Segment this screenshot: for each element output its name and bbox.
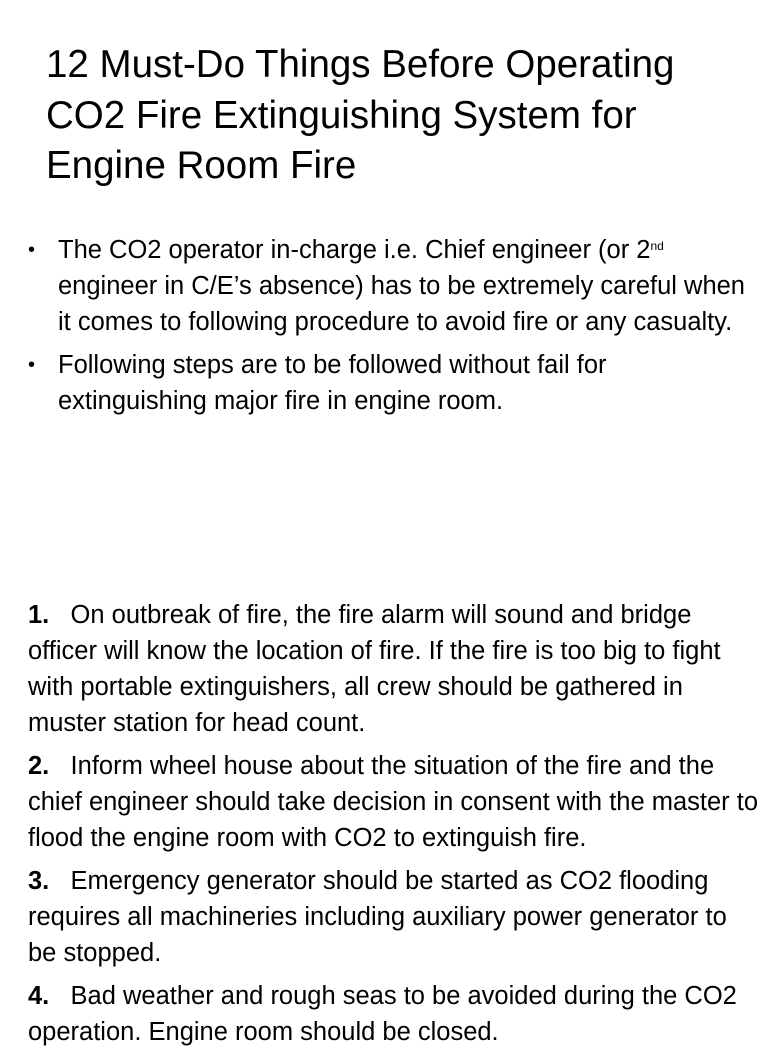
bullet-text-part: engineer in C/E’s absence) has to be extremely careful when it comes to following procedure to avoid fire or any casualty. — [58, 272, 745, 336]
bullet-icon: • — [28, 354, 36, 376]
procedure-step-list — [28, 597, 758, 1057]
bullet-item — [28, 347, 748, 419]
bullet-item — [28, 232, 748, 340]
bullet-text-part: The CO2 operator in-charge i.e. Chief engineer (or 2 — [58, 236, 651, 264]
step-text: Emergency generator should be started as CO2 flooding requires all machineries including auxiliary power generator to be stopped. — [28, 867, 727, 967]
step-number: 4. — [28, 982, 50, 1010]
intro-bullet-list — [28, 232, 748, 426]
step-item — [28, 597, 758, 741]
step-text: Inform wheel house about the situation of the fire and the chief engineer should take decision in consent with the master to flood the engine room with CO2 to extinguish fire. — [28, 752, 759, 852]
step-text: On outbreak of fire, the fire alarm will sound and bridge officer will know the location of fire. If the fire is too big to fight with portable extinguishers, all crew should be gathered in muster station for head count. — [28, 601, 721, 737]
step-number: 3. — [28, 867, 50, 895]
page-title: 12 Must-Do Things Before Operating CO2 Fire Extinguishing System for Engine Room Fire — [46, 43, 675, 187]
bullet-icon: • — [28, 239, 36, 261]
step-number: 2. — [28, 752, 50, 780]
step-text: Bad weather and rough seas to be avoided during the CO2 operation. Engine room should be closed. — [28, 982, 737, 1046]
bullet-text: Following steps are to be followed without fail for extinguishing major fire in engine room. — [58, 351, 607, 415]
ordinal-superscript: nd — [650, 239, 664, 253]
step-item — [28, 978, 758, 1050]
step-item — [28, 863, 758, 971]
step-item — [28, 748, 758, 856]
step-number: 1. — [28, 601, 50, 629]
